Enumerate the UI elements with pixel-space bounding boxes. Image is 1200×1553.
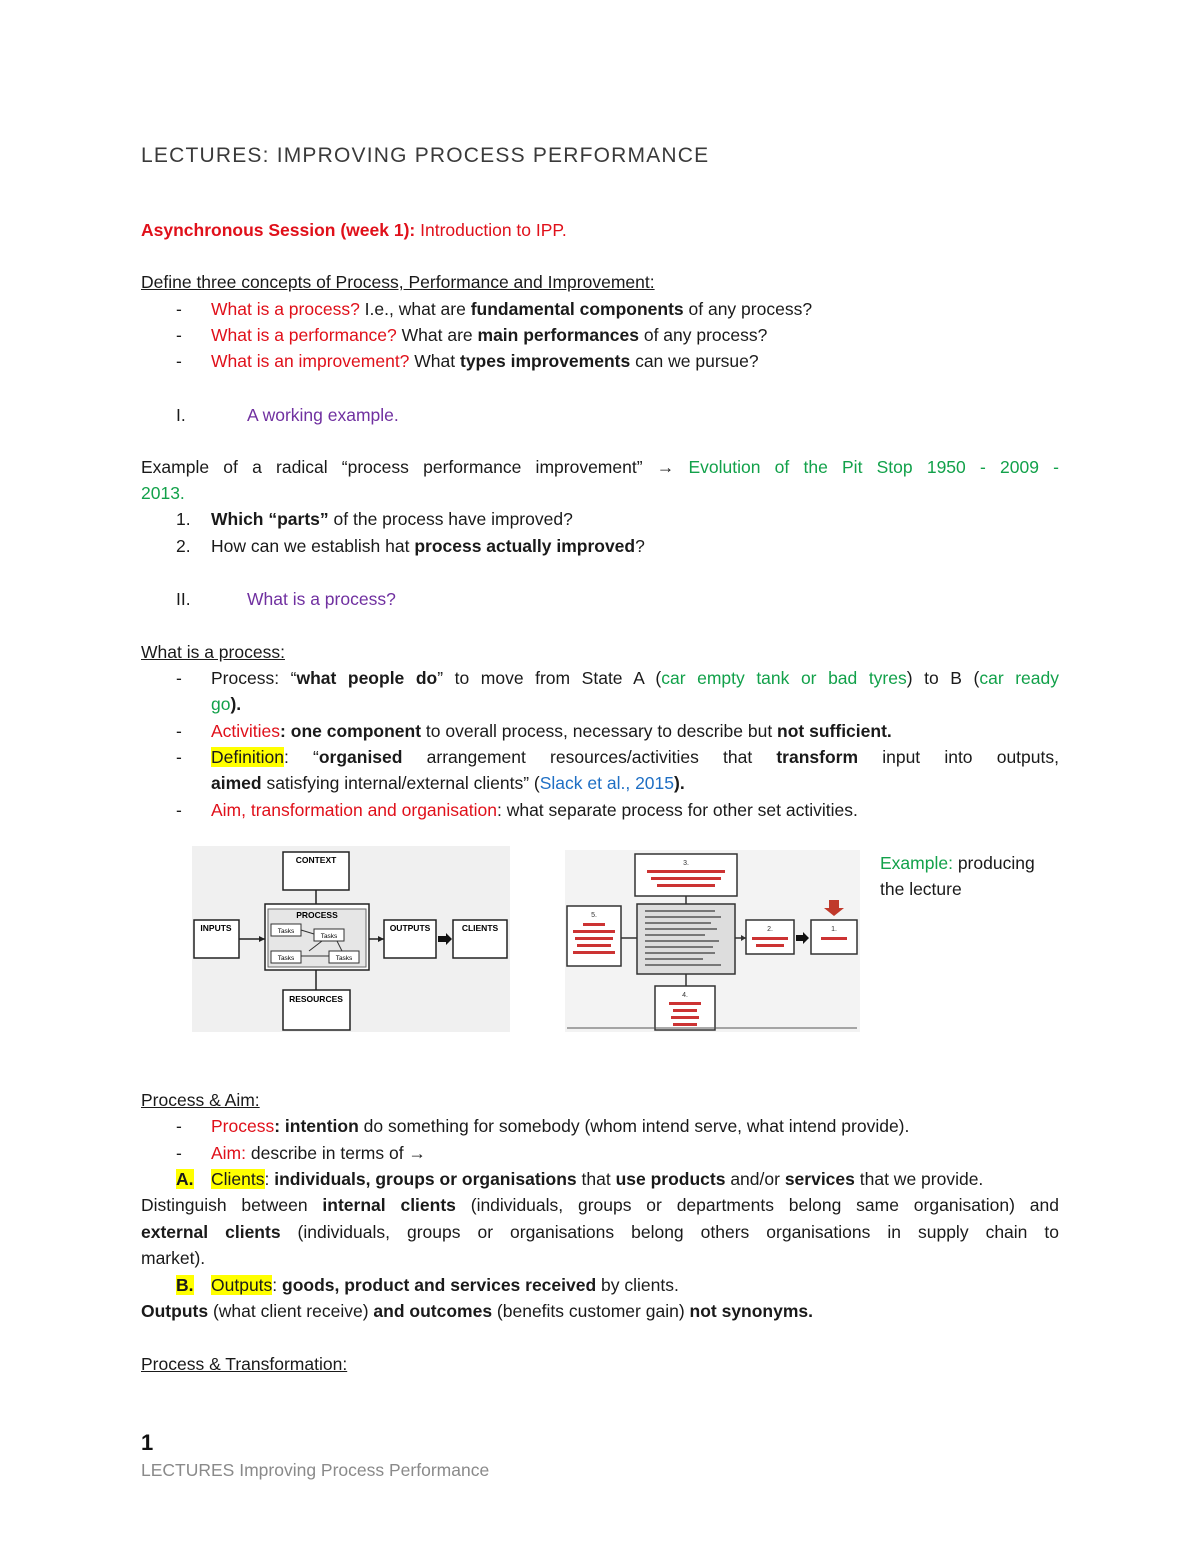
- section-1-label: A working example.: [247, 405, 399, 425]
- svg-text:Tasks: Tasks: [320, 933, 338, 940]
- aim-B: Outputs: goods, product and services received by clients.: [211, 1275, 679, 1295]
- example-line: Example of a radical “process performance improvement” → Evolution of the Pit Stop 1950 - 2009 -: [141, 457, 1059, 477]
- whatis-item-4: Aim, transformation and organisation: what separate process for other set activities.: [211, 800, 858, 820]
- process-label: PROCESS: [296, 910, 338, 920]
- bullet-dash: -: [176, 299, 182, 319]
- clients-label: CLIENTS: [461, 923, 499, 933]
- svg-text:Tasks: Tasks: [277, 955, 295, 962]
- whatis-item-1: Process: “what people do” to move from State A (car empty tank or bad tyres) to B (car ready: [211, 668, 1059, 688]
- external-line: external clients (individuals, groups or organisations belong others organisations in supply chain to: [141, 1222, 1059, 1242]
- aim-heading: Process & Aim:: [141, 1090, 260, 1110]
- aim-item-2: Aim: describe in terms of →: [211, 1143, 426, 1163]
- example-side-line2: the lecture: [880, 879, 962, 899]
- bullet-dash: -: [176, 351, 182, 371]
- lecture-production-diagram: [565, 850, 860, 1032]
- define-item-2: What is a performance? What are main performances of any process?: [211, 325, 768, 345]
- bullet-dash: -: [176, 747, 182, 767]
- task-list-box: [637, 904, 735, 974]
- question-1-number: 1.: [176, 509, 191, 529]
- aim-B-number: B.: [176, 1275, 194, 1295]
- bullet-dash: -: [176, 1116, 182, 1136]
- whatis-heading: What is a process:: [141, 642, 285, 662]
- page-number: 1: [141, 1430, 154, 1455]
- svg-text:Tasks: Tasks: [335, 955, 353, 962]
- whatis-item-3-cont: aimed satisfying internal/external clients” (Slack et al., 2015).: [211, 773, 685, 793]
- whatis-item-3: Definition: “organised arrangement resources/activities that transform input into outputs,: [211, 747, 1059, 767]
- svg-text:4.: 4.: [682, 992, 688, 999]
- outputs-label: OUTPUTS: [389, 923, 431, 933]
- bullet-dash: -: [176, 1143, 182, 1163]
- question-1: Which “parts” of the process have improved?: [211, 509, 573, 529]
- arrow-icon: →: [408, 1143, 426, 1163]
- resources-label: RESOURCES: [289, 994, 343, 1004]
- define-heading: Define three concepts of Process, Performance and Improvement:: [141, 272, 655, 292]
- footer-text: LECTURES Improving Process Performance: [141, 1460, 490, 1480]
- arrow-icon: →: [656, 457, 675, 477]
- define-item-1: What is a process? I.e., what are fundamental components of any process?: [211, 299, 813, 319]
- session-line: [141, 218, 567, 242]
- whatis-item-2: Activities: one component to overall process, necessary to describe but not sufficient.: [211, 721, 892, 741]
- svg-text:Tasks: Tasks: [277, 928, 295, 935]
- outputs-line: Outputs (what client receive) and outcomes (benefits customer gain) not synonyms.: [141, 1301, 814, 1321]
- define-item-3: What is an improvement? What types improvements can we pursue?: [211, 351, 759, 371]
- context-label: CONTEXT: [295, 855, 337, 865]
- svg-text:1.: 1.: [831, 926, 837, 933]
- section-2-number: II.: [176, 589, 191, 609]
- aim-A: Clients: individuals, groups or organisations that use products and/or services that we provide.: [211, 1169, 984, 1189]
- transform-heading: Process & Transformation:: [141, 1354, 348, 1374]
- svg-text:5.: 5.: [591, 912, 597, 919]
- question-2: How can we establish hat process actually improved?: [211, 536, 645, 556]
- whatis-item-1-cont: go).: [211, 694, 242, 714]
- example-side-line1: Example: producing: [880, 853, 1035, 873]
- distinguish-line: Distinguish between internal clients (individuals, groups or departments belong same organisation) and: [141, 1195, 1060, 1215]
- session-label: Asynchronous Session (week 1):: [141, 220, 416, 240]
- svg-text:2.: 2.: [767, 926, 773, 933]
- process-diagram: [192, 846, 510, 1032]
- question-2-number: 2.: [176, 536, 191, 556]
- aim-A-number: A.: [176, 1169, 194, 1189]
- inputs-label: INPUTS: [200, 923, 232, 933]
- page-title: LECTURES: IMPROVING PROCESS PERFORMANCE: [141, 144, 710, 167]
- section-1-number: I.: [176, 405, 186, 425]
- citation-link: Slack et al., 2015: [539, 773, 674, 793]
- bullet-dash: -: [176, 668, 182, 688]
- section-2-label: What is a process?: [247, 589, 396, 609]
- bullet-dash: -: [176, 721, 182, 741]
- bullet-dash: -: [176, 800, 182, 820]
- external-line-cont: market).: [141, 1248, 206, 1268]
- example-line-cont: 2013.: [141, 483, 185, 503]
- aim-item-1: Process: intention do something for somebody (whom intend serve, what intend provide).: [211, 1116, 910, 1136]
- session-topic: Introduction to IPP.: [415, 220, 567, 240]
- bullet-dash: -: [176, 325, 182, 345]
- svg-text:3.: 3.: [683, 860, 689, 867]
